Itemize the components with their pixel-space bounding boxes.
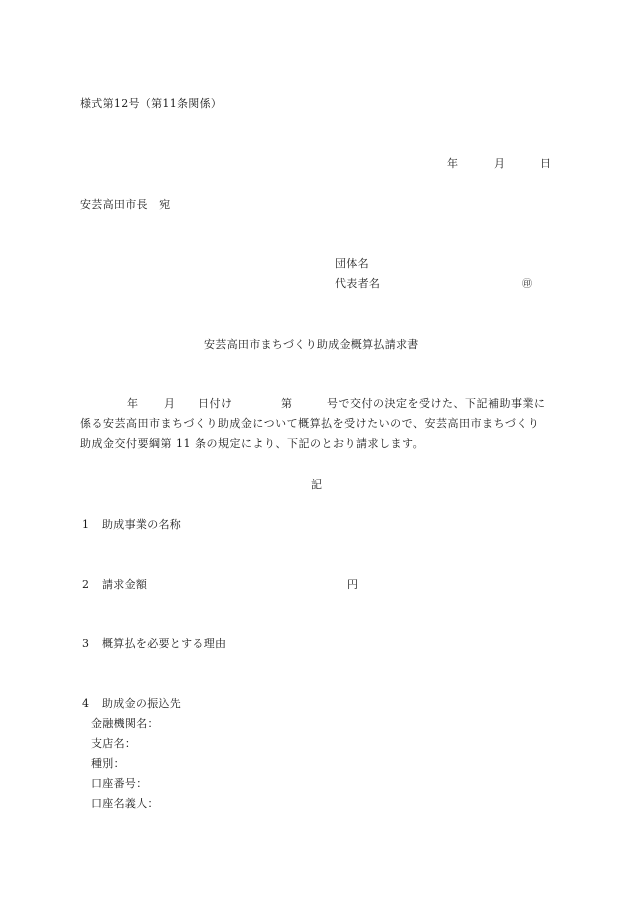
item4-label: 助成金の振込先 xyxy=(102,697,182,710)
bank-institution-label: 金融機関名： xyxy=(91,717,159,730)
date-month-label: 月 xyxy=(494,157,506,170)
item3-label: 概算払を必要とする理由 xyxy=(102,637,227,650)
document-title: 安芸高田市まちづくり助成金概算払請求書 xyxy=(204,338,419,351)
bank-type-label: 種別： xyxy=(91,757,125,770)
seal-mark: ㊞ xyxy=(522,279,533,290)
date-day-label: 日 xyxy=(540,157,552,170)
date-year-label: 年 xyxy=(447,157,459,170)
item3-number: 3 xyxy=(82,637,90,650)
item1-label: 助成事業の名称 xyxy=(102,518,182,531)
body-line2: 係る安芸高田市まちづくり助成金について概算払を受けたいので、安芸高田市まちづくり xyxy=(80,417,540,430)
item2-label: 請求金額 xyxy=(102,578,148,591)
bank-account-holder-label: 口座名義人： xyxy=(91,797,159,810)
ki-heading: 記 xyxy=(311,478,323,491)
item1-number: 1 xyxy=(82,518,90,531)
form-number: 様式第12号（第11条関係） xyxy=(80,97,223,110)
item2-unit: 円 xyxy=(347,578,359,591)
body-line1-dai: 第 xyxy=(281,397,293,410)
addressee: 安芸高田市長 宛 xyxy=(80,198,171,211)
group-name-label: 団体名 xyxy=(335,257,369,270)
representative-name-label: 代表者名 xyxy=(335,277,381,290)
body-line1-rest: 号で交付の決定を受けた、下記補助事業に xyxy=(327,397,546,410)
body-line1-dated: 日付け xyxy=(198,397,233,410)
bank-branch-label: 支店名： xyxy=(91,737,137,750)
body-line1-month: 月 xyxy=(164,397,176,410)
body-line3: 助成金交付要綱第 11 条の規定により、下記のとおり請求します。 xyxy=(80,437,425,450)
body-line1-year: 年 xyxy=(127,397,139,410)
bank-account-number-label: 口座番号： xyxy=(91,777,148,790)
item4-number: 4 xyxy=(82,697,90,710)
item2-number: 2 xyxy=(82,578,90,591)
